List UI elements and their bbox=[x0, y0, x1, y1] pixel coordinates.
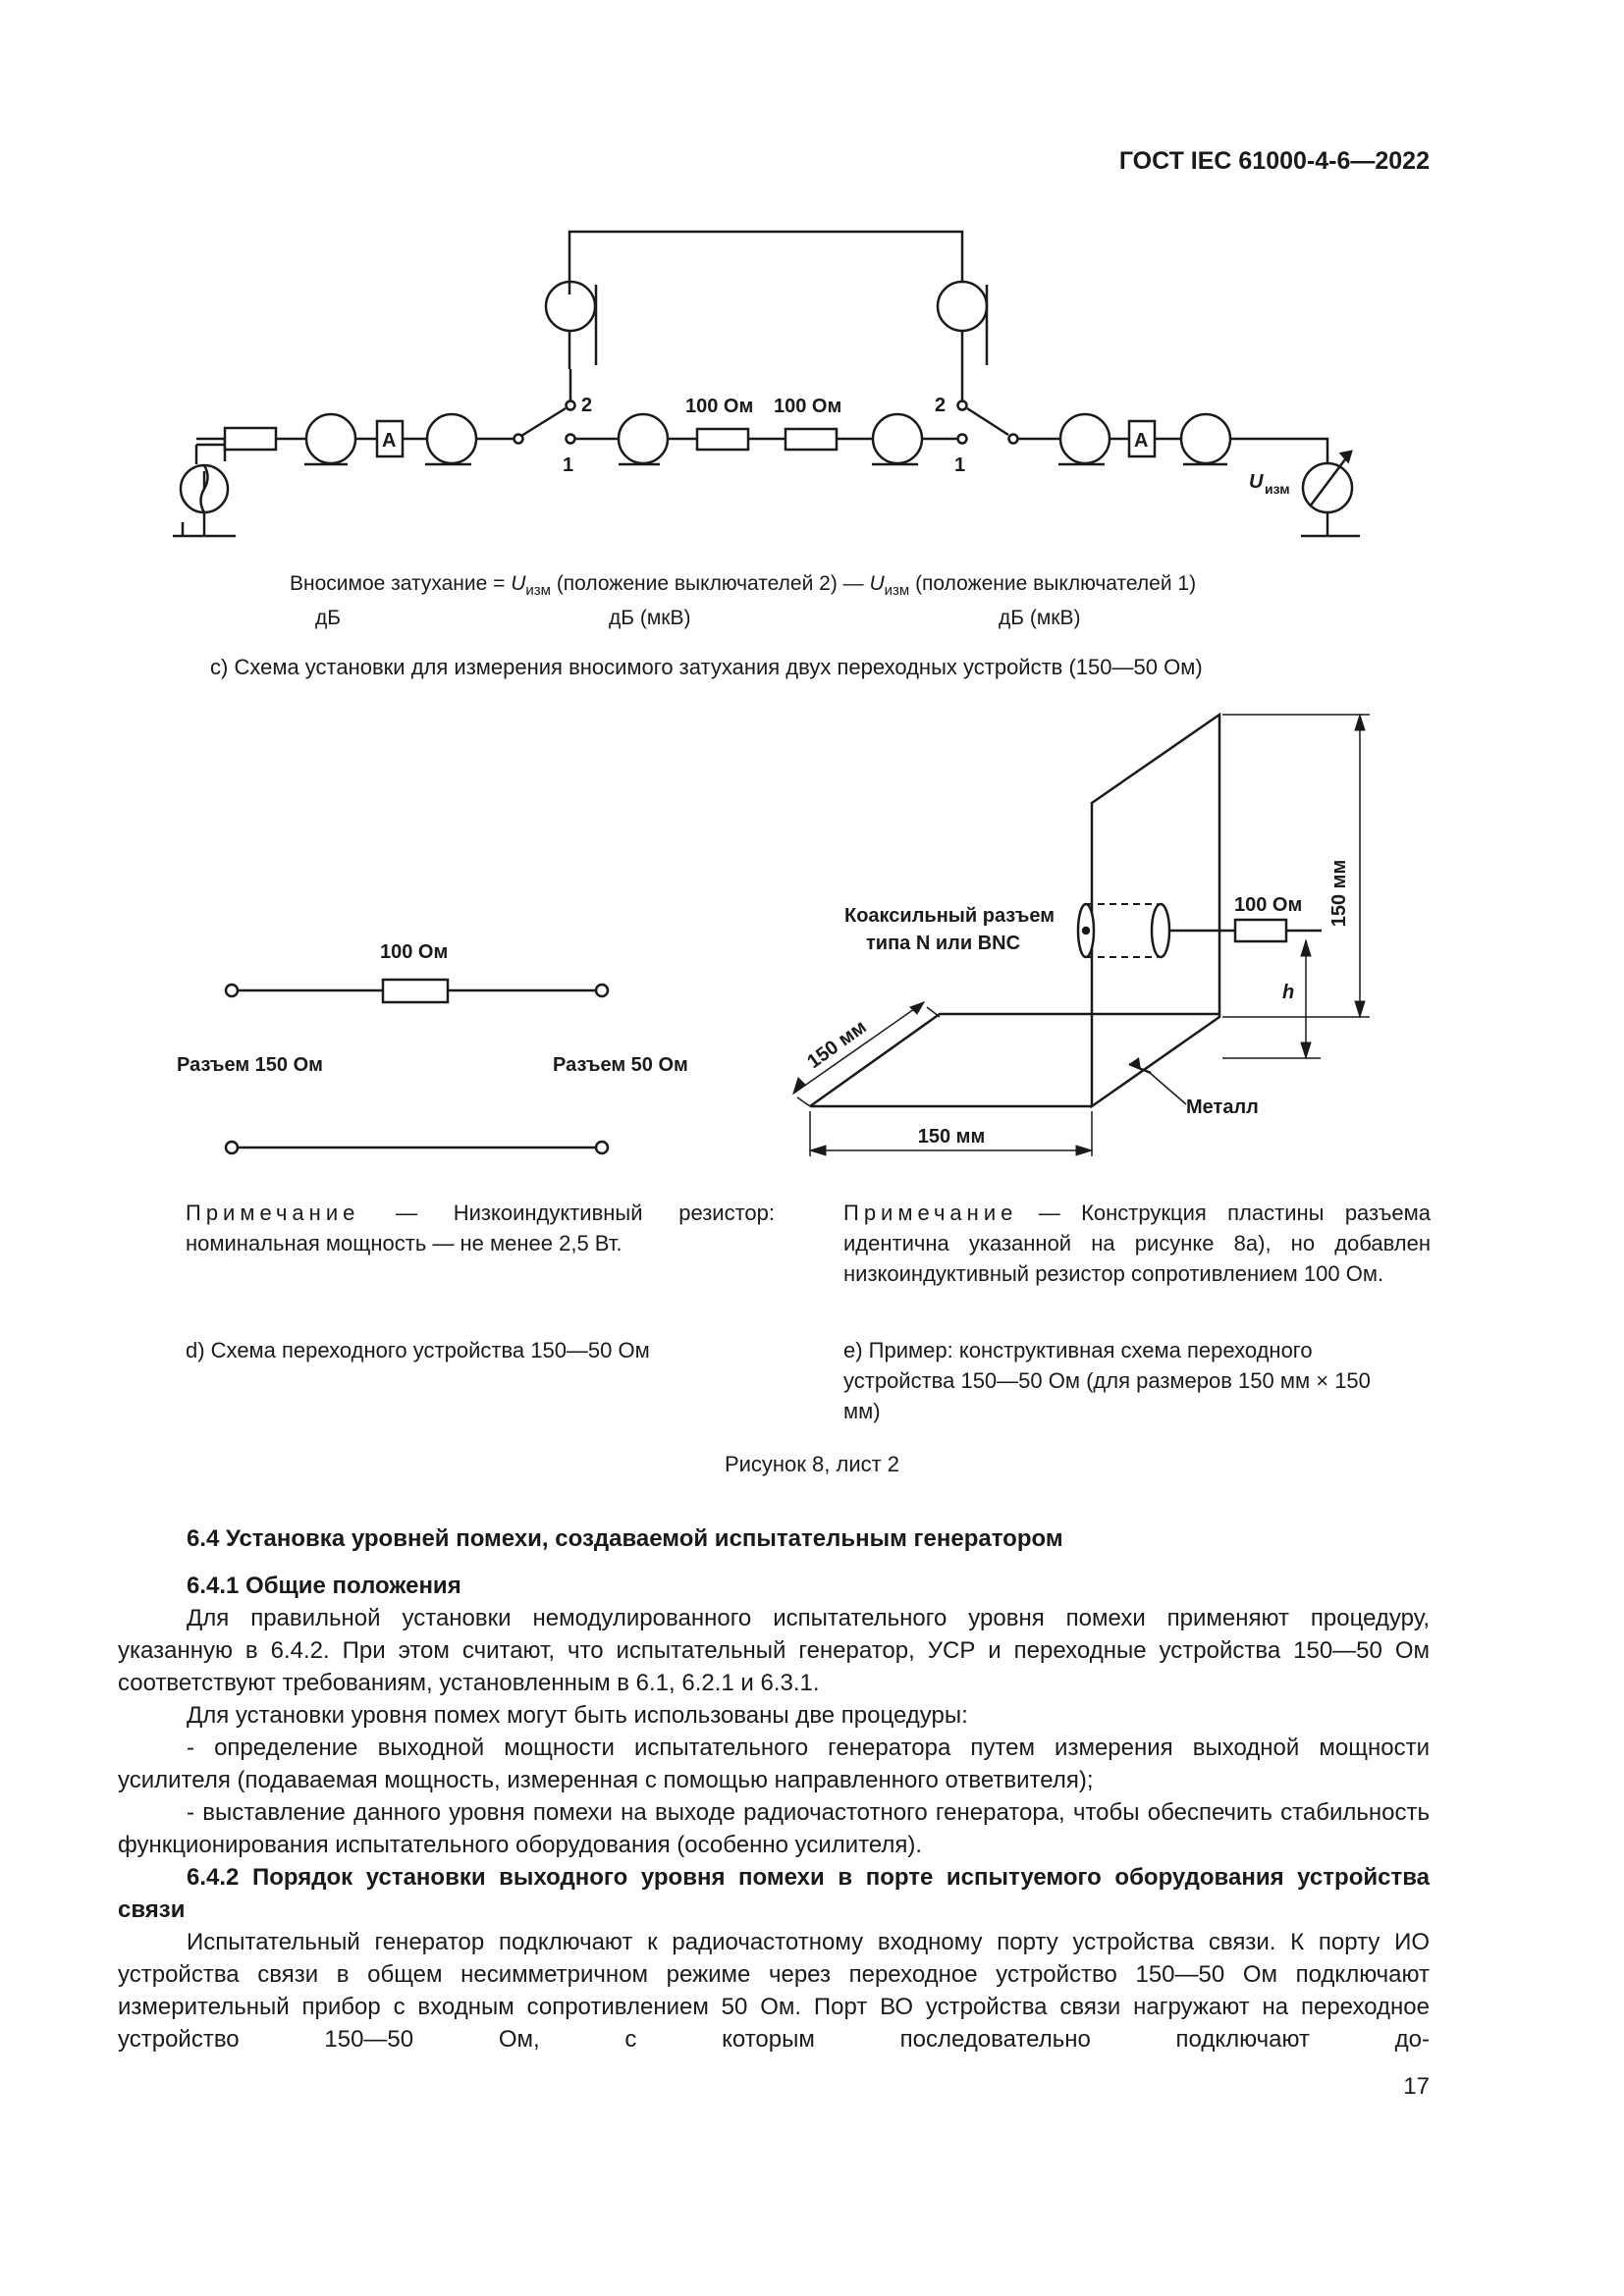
document-id: ГОСТ IEC 61000-4-6—2022 bbox=[1118, 147, 1430, 175]
caption-c: с) Схема установки для измерения вносимого затухания двух переходных устройств (150—50 Ом) bbox=[210, 655, 1203, 679]
fig-e-h-label: h bbox=[1282, 982, 1295, 1003]
section-6-4-1-title: 6.4.1 Общие положения bbox=[187, 1573, 461, 1599]
caption-d: d) Схема переходного устройства 150—50 Ом bbox=[186, 1338, 650, 1362]
fig-d-note: Примечание — Низкоиндуктивный резистор: номинальная мощность — не менее 2,5 Вт. bbox=[186, 1201, 775, 1255]
paragraph: Для установки уровня помех могут быть использованы две процедуры: bbox=[187, 1702, 968, 1729]
formula-unit-3: дБ (мкВ) bbox=[999, 607, 1081, 629]
page-number: 17 bbox=[1403, 2073, 1430, 2100]
fig-e-resistor-label: 100 Ом bbox=[1234, 894, 1303, 916]
fig-e-height-label: 150 мм bbox=[1328, 859, 1350, 928]
u-meas-sub: изм bbox=[1265, 481, 1290, 497]
switch-left-pos2: 2 bbox=[581, 395, 593, 416]
paragraph: Испытательный генератор подключают к радиочастотному входному порту устройства связи. К порту ИО устройства связи в общем несимметричном режиме через переходное устройство 150—50 Ом подключают измерительный прибор с входным сопротивлением 50 Ом. Порт ВО устройства связи нагружают на переходное устройство 150—50 Ом, с которым последовательно подключают до- bbox=[118, 1929, 1430, 2053]
fig-e-width-label: 150 мм bbox=[917, 1126, 986, 1148]
fig-e-note: Примечание — Конструкция пластины разъема идентична указанной на рисунке 8a), но добавлен низкоиндуктивный резистор сопротивлением 100 Ом. bbox=[843, 1201, 1431, 1286]
section-6-4-2-title: 6.4.2 Порядок установки выходного уровня помехи в порте испытуемого оборудования устройства связи bbox=[118, 1864, 1430, 1923]
fig-e-connector-line1: Коаксильный разъем bbox=[844, 905, 1055, 927]
fig-e-metal-label: Металл bbox=[1186, 1096, 1259, 1118]
section-6-4 bbox=[118, 1522, 1430, 2056]
resistor-1-label: 100 Ом bbox=[685, 396, 754, 417]
figures-d-e-diagram bbox=[0, 687, 1624, 1198]
insertion-loss-formula: Вносимое затухание = $U_{изм}$ (положение выключателей 2) — $U_{изм}$ (положение выключателей 1) bbox=[290, 572, 1197, 600]
list-item: - определение выходной мощности испытательного генератора путем измерения выходной мощности усилителя (подаваемая мощность, измеренная с помощью направленного ответвителя); bbox=[118, 1735, 1430, 1793]
list-item: - выставление данного уровня помехи на выходе радиочастотного генератора, чтобы обеспечить стабильность функционирования испытательного оборудования (особенно усилителя). bbox=[118, 1799, 1430, 1858]
resistor-2-label: 100 Ом bbox=[774, 396, 842, 417]
figure-c-diagram bbox=[0, 0, 1624, 609]
fig-d-connector-150: Разъем 150 Ом bbox=[177, 1054, 323, 1076]
section-6-4-title: 6.4 Установка уровней помехи, создаваемой испытательным генератором bbox=[187, 1525, 1063, 1552]
switch-right-pos2: 2 bbox=[935, 395, 947, 416]
switch-left-pos1: 1 bbox=[563, 454, 574, 476]
formula-unit-1: дБ bbox=[315, 607, 342, 629]
amp-right-label: A bbox=[1134, 430, 1149, 452]
u-meas-label: U bbox=[1249, 471, 1264, 493]
fig-d-resistor-label: 100 Ом bbox=[380, 941, 449, 963]
paragraph: Для правильной установки немодулированного испытательного уровня помехи применяют процедуру, указанную в 6.4.2. При этом считают, что испытательный генератор, УСР и переходные устройства 150—50 Ом соответствуют требованиям, установленным в 6.1, 6.2.1 и 6.3.1. bbox=[118, 1605, 1430, 1696]
amp-left-label: A bbox=[382, 430, 397, 452]
caption-e: е) Пример: конструктивная схема переходного устройства 150—50 Ом (для размеров 150 мм × 150 мм) bbox=[843, 1338, 1371, 1423]
fig-e-connector-line2: типа N или BNC bbox=[866, 933, 1021, 954]
fig-d-connector-50: Разъем 50 Ом bbox=[553, 1054, 688, 1076]
figure-title: Рисунок 8, лист 2 bbox=[724, 1452, 900, 1476]
fig-e-depth-label: 150 мм bbox=[803, 1016, 871, 1074]
formula-unit-2: дБ (мкВ) bbox=[609, 607, 691, 629]
switch-right-pos1: 1 bbox=[954, 454, 966, 476]
